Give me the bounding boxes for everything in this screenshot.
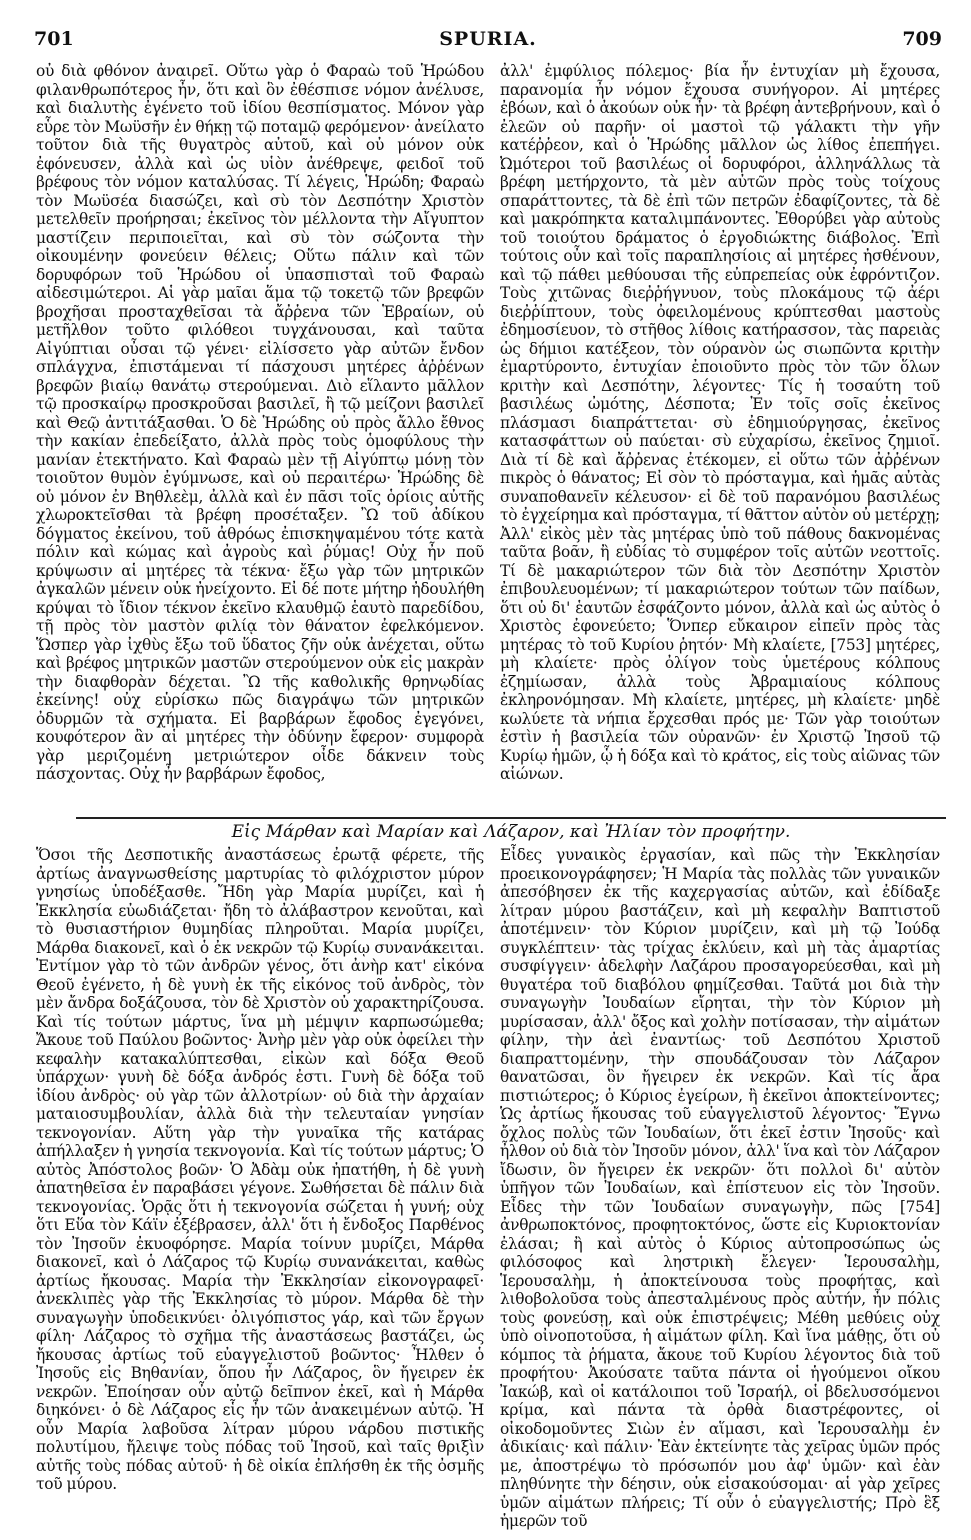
bottom-left-column: [36, 846, 484, 1531]
top-right-column: [500, 62, 940, 783]
paragraph: ἀλλ' ἐμφύλιος πόλεμος· βία ἦν ἐντυχίαν μὴ ἔχουσα, παρανομία ἦν νόμον ἔχουσα συνήγορον. Αἱ μητέρες ἐβόων, καὶ ὁ ἀκούων οὐκ ἦν· τὰ βρέφη ἀντεβρήνουν, καὶ ὁ ἐλεῶν οὐ παρῆν· οἱ μαστοὶ τῷ γάλακτι τὴν γῆν κατέῤῥεον, καὶ ὁ Ἡρώδης μᾶλλον ὡς λίθος ἐπεπήγει. Ὠμότεροι τοῦ βασιλέως οἱ δορυφόροι, ἀλληνάλλως τὰ βρέφη μετήρχοντο, τὰ μὲν αὐτῶν πρὸς τοὺς τοίχους σπαράττοντες, τὰ δὲ ἐπὶ τῶν πετρῶν ἐδαφίζοντες, τὰ δὲ καὶ μακρόπηκτα καταλιμπάνοντες. Ἐθορύβει γὰρ αὐτοὺς τοῦ τοιούτου δράματος ὁ ἐργοδιώκτης διάβολος. Ἐπὶ τούτοις οὖν καὶ τοῖς παραπλησίοις αἱ μητέρες ἠσθένουν, καὶ τῷ πάθει μεθύουσαι τῆς εὐπρεπείας οὐκ ἐφρόντιζον. Τοὺς χιτῶνας διεῤῥήγνυον, τοὺς πλοκάμους τῷ ἀέρι διεῤῥίπτουν, τοὺς ὀφειλομένους κρύπτεσθαι μαστοὺς ἐδημοσίευον, τὸ στῆθος λίθοις κατήρασσον, τὰς παρειὰς ὡς δήμιοι κατέξεον, τὸν ούρανὸν ὡς σιωπῶντα κριτὴν ἐμαρτύροντο, ἐντυχίαν ἐποιοῦντο πρὸς τὸν τῶν ὅλων κριτὴν καὶ Δεσπότην, λέγοντες· Τίς ἡ τοσαύτη τοῦ βασιλέως ὠμότης, Δέσποτα; Ἐν τοῖς σοῖς ἐκεῖνος πλάσμασι διαπράττεται· σὺ ἐδημιούργησας, ἐκεῖνος κατασφάττων οὐ παύεται· σὺ εὐχαρίσω, ἐκεῖνος ζημιοῖ. Διὰ τί δὲ καὶ ἄῤῥενας ἐτέκομεν, εἰ οὕτω τῶν ἀῤῥένων πικρὸς ὁ θάνατος; Εἰ σὸν τὸ πρόσταγμα, καὶ ἡμᾶς αὐτὰς συναποθανεῖν κέλευσον· εἰ δὲ τοῦ παρανόμου βασιλέως τὸ ἐγχείρημα καὶ πρόσταγμα, τί θᾶττον αὐτὸν οὐ μετέρχῃ; Ἀλλ' εἰκὸς μὲν τὰς μητέρας ὑπὸ τοῦ πάθους δακνομένας ταῦτα βοᾶν, ἢ εὐδίας τὸ συμφέρον τοῖς αὐτῶν νεοττοῖς. Τί δὲ μακαριώτερον τῶν διὰ τὸν Δεσπότην Χριστὸν ἐπιβουλευομένων; τί μακαριώτερον τούτων τῶν παίδων, ὅτι οὐ δι' ἑαυτῶν ἐσφάζοντο μόνον, ἀλλὰ καὶ ὡς αὐτὸς ὁ Χριστὸς ἐφονεύετο; Ὅνπερ εὔκαιρον εἰπεῖν πρὸς τὰς μητέρας τὸ τοῦ Κυρίου ῥητόν· Μὴ κλαίετε, [753] μητέρες, μὴ κλαίετε· πρὸς ὀλίγον τοὺς ὑμετέρους κόλπους ἐζημίωσαν, ἀλλὰ τοὺς Ἀβραμιαίους κόλπους ἐκληρονόμησαν. Μὴ κλαίετε, μητέρες, μὴ κλαίετε· μηδὲ κωλύετε τὰ νήπια ἔρχεσθαι πρός με· Τῶν γὰρ τοιούτων ἐστὶν ἡ βασιλεία τῶν οὐρανῶν· ἐν Χριστῷ Ἰησοῦ τῷ Κυρίῳ ἡμῶν, ᾧ ἡ δόξα καὶ τὸ κράτος, εἰς τοὺς αἰῶνας τῶν αἰώνων.: [500, 62, 940, 783]
top-left-column: [36, 62, 484, 798]
paragraph: Εἶδες γυναικὸς ἐργασίαν, καὶ πῶς τὴν Ἐκκλησίαν προεικονογράφησεν; Ἡ Μαρία τὰς πολλὰς τῶν γυναικῶν ἀπεσόβησεν ἐκ τῆς καχεργασίας αὐτῶν, καὶ ἐδίδαξε λίτραν μύρου βαστάζειν, καὶ μὴ κεφαλὴν Βαπτιστοῦ ἀποτέμνειν· τὸν Κύριον μυρίζειν, καὶ μὴ τῷ Ἰούδᾳ συγκλέπτειν· τὰς τρίχας ἐκλύειν, καὶ μὴ τὰς ἁμαρτίας συσφίγγειν· ἀδελφὴν Λαζάρου προσαγορεύεσθαι, καὶ μὴ θυγατέρα τοῦ διαβόλου φημίζεσθαι. Ταῦτά μοι διὰ τὴν συναγωγὴν Ἰουδαίων εἴρηται, τὴν τὸν Κύριον μὴ μυρίσασαν, ἀλλ' ὄξος καὶ χολὴν ποτίσασαν, τὴν αἱμάτων φίλην, τὴν ἀεὶ ἐναντίως· τοῦ Δεσπότου Χριστοῦ διαπραττομένην, τὴν σπουδάζουσαν τὸν Λάζαρον θανατῶσαι, ὃν ἤγειρεν ἐκ νεκρῶν. Καὶ τίς ἄρα πιστιώτερος; ὁ Κύριος ἐγείρων, ἢ ἐκεῖνοι ἀποκτείνοντες; Ὡς ἀρτίως ἤκουσας τοῦ εὐαγγελιστοῦ λέγοντος· Ἔγνω ὄχλος πολὺς τῶν Ἰουδαίων, ὅτι ἐκεῖ ἐστιν Ἰησοῦς· καὶ ἦλθον οὐ διὰ τὸν Ἰησοῦν μόνον, ἀλλ' ἵνα καὶ τὸν Λάζαρον ἴδωσιν, ὃν ἤγειρεν ἐκ νεκρῶν· ὅτι πολλοὶ δι' αὐτὸν ὑπῆγον τῶν Ἰουδαίων, καὶ ἐπίστευον εἰς τὸν Ἰησοῦν. Εἶδες τὴν τῶν Ἰουδαίων συναγωγὴν, πῶς [754] ἀνθρωποκτόνος, προφητοκτόνος, ὥστε εἰς Κυριοκτονίαν ἐλάσαι; ἢ καὶ αὐτὸς ὁ Κύριος αὐτοπροσώπως ὡς φιλόσοφος καὶ ληστρικὴ ἔλεγεν· Ἱερουσαλὴμ, Ἱερουσαλὴμ, ἡ ἀποκτείνουσα τοὺς προφήτας, καὶ λιθοβολοῦσα τοὺς ἀπεσταλμένους πρὸς αὐτήν, ἦν πόλις τοὺς φονεύσῃ, καὶ οὐκ ἐπιστρέψεις; Μέθη μεθύεις οὐχ ὑπὸ οἰνοποτοῦσα, ἡ αἱμάτων φίλη. Καὶ ἵνα μάθῃς, ὅτι οὐ κόμπος τὰ ῥήματα, ἄκουε τοῦ Κυρίου λέγοντος διὰ τοῦ προφήτου· Ἀκούσατε ταῦτα πάντα οἱ ἡγούμενοι οἴκου Ἰακώβ, καὶ οἱ κατάλοιποι τοῦ Ἰσραήλ, οἱ βδελυσσόμενοι κρίμα, καὶ πάντα τὰ ὀρθὰ διαστρέφοντες, οἱ οἰκοδομοῦντες Σιὼν ἐν αἵμασι, καὶ Ἱερουσαλὴμ ἐν ἀδικίαις· καὶ πάλιν· Ἐὰν ἐκτείνητε τὰς χεῖρας ὑμῶν πρός με, ἀποστρέψω τὸ πρόσωπόν μου ἀφ' ὑμῶν· καὶ ἐὰν πληθύνητε τὴν δέησιν, οὐκ εἰσακούσομαι· αἱ γὰρ χεῖρες ὑμῶν αἱμάτων πλήρεις; Τί οὖν ὁ εὐαγγελιστής; Πρὸ ἓξ ἡμερῶν τοῦ: [500, 846, 940, 1530]
paragraph: Ὅσοι τῆς Δεσποτικῆς ἀναστάσεως ἐρωτᾷ φέρετε, τῆς ἀρτίως ἀναγνωσθείσης μαρτυρίας τὸ φιλόχριστον μύρον γνησίως ὑποδέξασθε. Ἤδη γὰρ Μαρία μυρίζει, καὶ ἡ Ἐκκλησία εὐωδιάζεται· ἤδη τὸ ἀλάβαστρον κενοῦται, καὶ τὸ θυσιαστήριον θυμηδίας πληροῦται. Μαρία μυρίζει, Μάρθα διακονεῖ, καὶ ὁ ἐκ νεκρῶν τῷ Κυρίῳ συνανάκειται. Ἐντίμον γὰρ τὸ τῶν ἀνδρῶν γένος, ὅτι ἀνὴρ κατ' εἰκόνα Θεοῦ ἐγένετο, ἡ δὲ γυνὴ ἐκ τῆς εἰκόνος τοῦ ἀνδρὸς, τὸν μὲν ἄνδρα δοξάζουσα, τὸν δὲ Χριστὸν οὐ χαρακτηρίζουσα. Καὶ τίς τούτων μάρτυς, ἵνα μὴ μέμψιν καρπωσώμεθα; Ἄκουε τοῦ Παύλου βοῶντος· Ἀνὴρ μὲν γὰρ οὐκ ὀφείλει τὴν κεφαλὴν κατακαλύπτεσθαι, εἰκὼν καὶ δόξα Θεοῦ ὑπάρχων· γυνὴ δὲ δόξα ἀνδρός ἐστι. Γυνὴ δὲ δόξα τοῦ ἰδίου ἀνδρὸς· οὐ γὰρ τῶν ἀλλοτρίων· οὐ διὰ τὴν ἀρχαίαν ματαιοσυμβουλίαν, ἀλλὰ διὰ τὴν τελευταίαν γνησίαν τεκνογονίαν. Αὕτη γὰρ τὴν γυναῖκα τῆς κατάρας ἀπήλλαξεν ἡ γνησία τεκνογονία. Καὶ τίς τούτων μάρτυς; Ὁ αὐτὸς Ἀπόστολος βοῶν· Ὁ Ἀδὰμ οὐκ ἠπατήθη, ἡ δὲ γυνὴ ἀπατηθεῖσα ἐν παραβάσει γέγονε. Σωθήσεται δὲ πάλιν διὰ τεκνογονίας. Ὁρᾷς ὅτι ἡ τεκνογονία σώζεται ἡ γυνή; οὐχ ὅτι Εὕα τὸν Κάϊν ἐξέβρασεν, ἀλλ' ὅτι ἡ ἔνδοξος Παρθένος τὸν Ἰησοῦν ἐκυοφόρησε. Μαρία τοίνυν μυρίζει, Μάρθα διακονεῖ, καὶ ὁ Λάζαρος τῷ Κυρίῳ συνανάκειται, καθὼς ἀρτίως ἤκουσας. Μαρία τὴν Ἐκκλησίαν εἰκονογραφεῖ· ἀνεκλιπὲς γὰρ τῆς Ἐκκλησίας τὸ μύρον. Μάρθα δὲ τὴν συναγωγὴν ὑποδεικνύει· ὀλιγόπιστος γάρ, καὶ τῶν ἔργων φίλη· Λάζαρος τὸ σχῆμα τῆς ἀναστάσεως βαστάζει, ὡς ἤκουσας ἀρτίως τοῦ εὐαγγελιστοῦ βοῶντος· Ἦλθεν ὁ Ἰησοῦς εἰς Βηθανίαν, ὅπου ἦν Λάζαρος, ὃν ἤγειρεν ἐκ νεκρῶν. Ἐποίησαν οὖν αὐτῷ δεῖπνον ἐκεῖ, καὶ ἡ Μάρθα διηκόνει· ὁ δὲ Λάζαρος εἷς ἦν τῶν ἀνακειμένων αὐτῷ. Ἡ οὖν Μαρία λαβοῦσα λίτραν μύρου νάρδου πιστικῆς πολυτίμου, ἤλειψε τοὺς πόδας τοῦ Ἰησοῦ, καὶ ταῖς θριξὶν αὐτῆς τοὺς πόδας αὐτοῦ· ἡ δὲ οἰκία ἐπλήσθη ἐκ τῆς ὀσμῆς τοῦ μύρου.: [36, 846, 484, 1493]
running-head: SPURIA.: [439, 28, 537, 50]
bottom-right-column: [500, 846, 940, 1531]
page-header: [34, 28, 942, 56]
page-number-left: 701: [34, 28, 74, 50]
paragraph: οὐ διὰ φθόνον ἀναιρεῖ. Οὕτω γὰρ ὁ Φαραὼ τοῦ Ἡρώδου φιλανθρωπότερος ἦν, ὅτι καὶ ὃν ἐθέσπισε νόμον ἀνέλυσε, καὶ διαλυτὴς ἐγένετο τοῦ ἰδίου θεσπίσματος. Μόνον γὰρ εὗρε τὸν Μωϋσῆν ἐν θήκῃ τῷ ποταμῷ φερόμενον· ἀνείλατο τοῦτον διὰ τῆς θυγατρὸς αὐτοῦ, καὶ οὐ μόνον οὐκ ἐφόνευσεν, ἀλλὰ καὶ ὡς υἱὸν ἀνέθρεψε, φειδοῖ τοῦ βρέφους τὸν νόμον καταλύσας. Τί λέγεις, Ἡρώδη; Φαραὼ τὸν Μωϋσέα διασώζει, καὶ σὺ τὸν Δεσπότην Χριστὸν μετελθεῖν προήρησαι; ἐκεῖνος τὸν μέλλοντα τὴν Αἴγυπτον μαστίζειν περιποιεῖται, καὶ σὺ τὸν σώζοντα τὴν οἰκουμένην φονεύειν θέλεις; Οὕτω πάλιν καὶ τῶν δορυφόρων τοῦ Ἡρώδου οἱ ὑπασπισταὶ τοῦ Φαραὼ αἰδεσιμώτεροι. Αἱ γὰρ μαῖαι ἅμα τῷ τοκετῷ τῶν βρεφῶν βροχῆσαι προσταχθεῖσαι τὰ ἄῤῥενα τῶν Ἑβραίων, οὐ μετῆλθον τοῦτο φιλόθεοι τυγχάνουσαι, καὶ ταῦτα Αἰγύπτιαι οὖσαι τῷ γένει· εἰλίσσετο γὰρ αὐτῶν ἔνδον σπλάγχνα, ἐπιστάμεναι τί πάσχουσι μητέρες ἀῤῥένων βρεφῶν βιαίῳ θανάτῳ στερούμεναι. Διὸ εἵλαντο μᾶλλον τῷ προσκαίρῳ προσκροῦσαι βασιλεῖ, ἢ τῷ μείζονι βασιλεῖ καὶ Θεῷ ἀντιτάξασθαι. Ὁ δὲ Ἡρώδης οὐ πρὸς ἄλλο ἔθνος τὴν κακίαν ἐπεδείξατο, ἀλλὰ πρὸς τοὺς ὁμοφύλους τὴν μανίαν ἐτεκτήνατο. Καὶ Φαραὼ μὲν τῇ Αἰγύπτῳ μόνῃ τὸν τοιοῦτον θυμὸν ἐγύμνωσε, καὶ οὐ περαιτέρω· Ἡρώδης δὲ οὐ μόνον ἐν Βηθλεὲμ, ἀλλὰ καὶ ἐν πᾶσι τοῖς ὁρίοις αὐτῆς χλωροκτεῖσθαι τὰ βρέφη προσέταξεν. Ὢ τοῦ ἀδίκου δόγματος ἐκείνου, τοῦ ἀθρόως ἐπισκηψαμένου τότε κατὰ πόλιν καὶ κώμας καὶ ἀγροὺς καὶ ῥύμας! Οὐχ ἦν ποῦ κρύψωσιν αἱ μητέρες τὰ τέκνα· ἔξω γὰρ τῶν μητρικῶν ἀγκαλῶν μένειν οὐκ ἠνείχοντο. Εἰ δέ ποτε μήτηρ ἠδουλήθη κρύψαι τὸ ἴδιον τέκνον ἐκεῖνο κλαυθμῷ ἑαυτὸ παρεδίδου, τῇ πρὸς τὸν μαστὸν φιλίᾳ τὸν θάνατον ἐφελκόμενον. Ὥσπερ γὰρ ἰχθὺς ἔξω τοῦ ὕδατος ζῆν οὐκ ἀνέχεται, οὕτω καὶ βρέφος μητρικῶν μαστῶν στερούμενον οὐκ εἰς μακρὰν τὴν διαφθορὰν δέχεται. Ὢ τῆς καθολικῆς θρηνῳδίας ἐκείνης! οὐχ εὑρίσκω πῶς διαγράψω τῶν μητρικῶν ὀδυρμῶν τὰ σχήματα. Εἰ βαρβάρων ἔφοδος ἐγεγόνει, κουφότερον ἂν αἱ μητέρες τὴν ὀδύνην ἔφερον· συμφορὰ γὰρ μεριζομένη μετριώτερον οἶδε δάκνειν τοὺς πάσχοντας. Οὐχ ἦν βαρβάρων ἔφοδος,: [36, 62, 484, 783]
section-title: Εἰς Μάρθαν καὶ Μαρίαν καὶ Λάζαρον, καὶ Ἠλίαν τὸν προφήτην.: [231, 822, 791, 842]
page-number-right: 709: [902, 28, 942, 50]
section-divider: [76, 817, 946, 819]
